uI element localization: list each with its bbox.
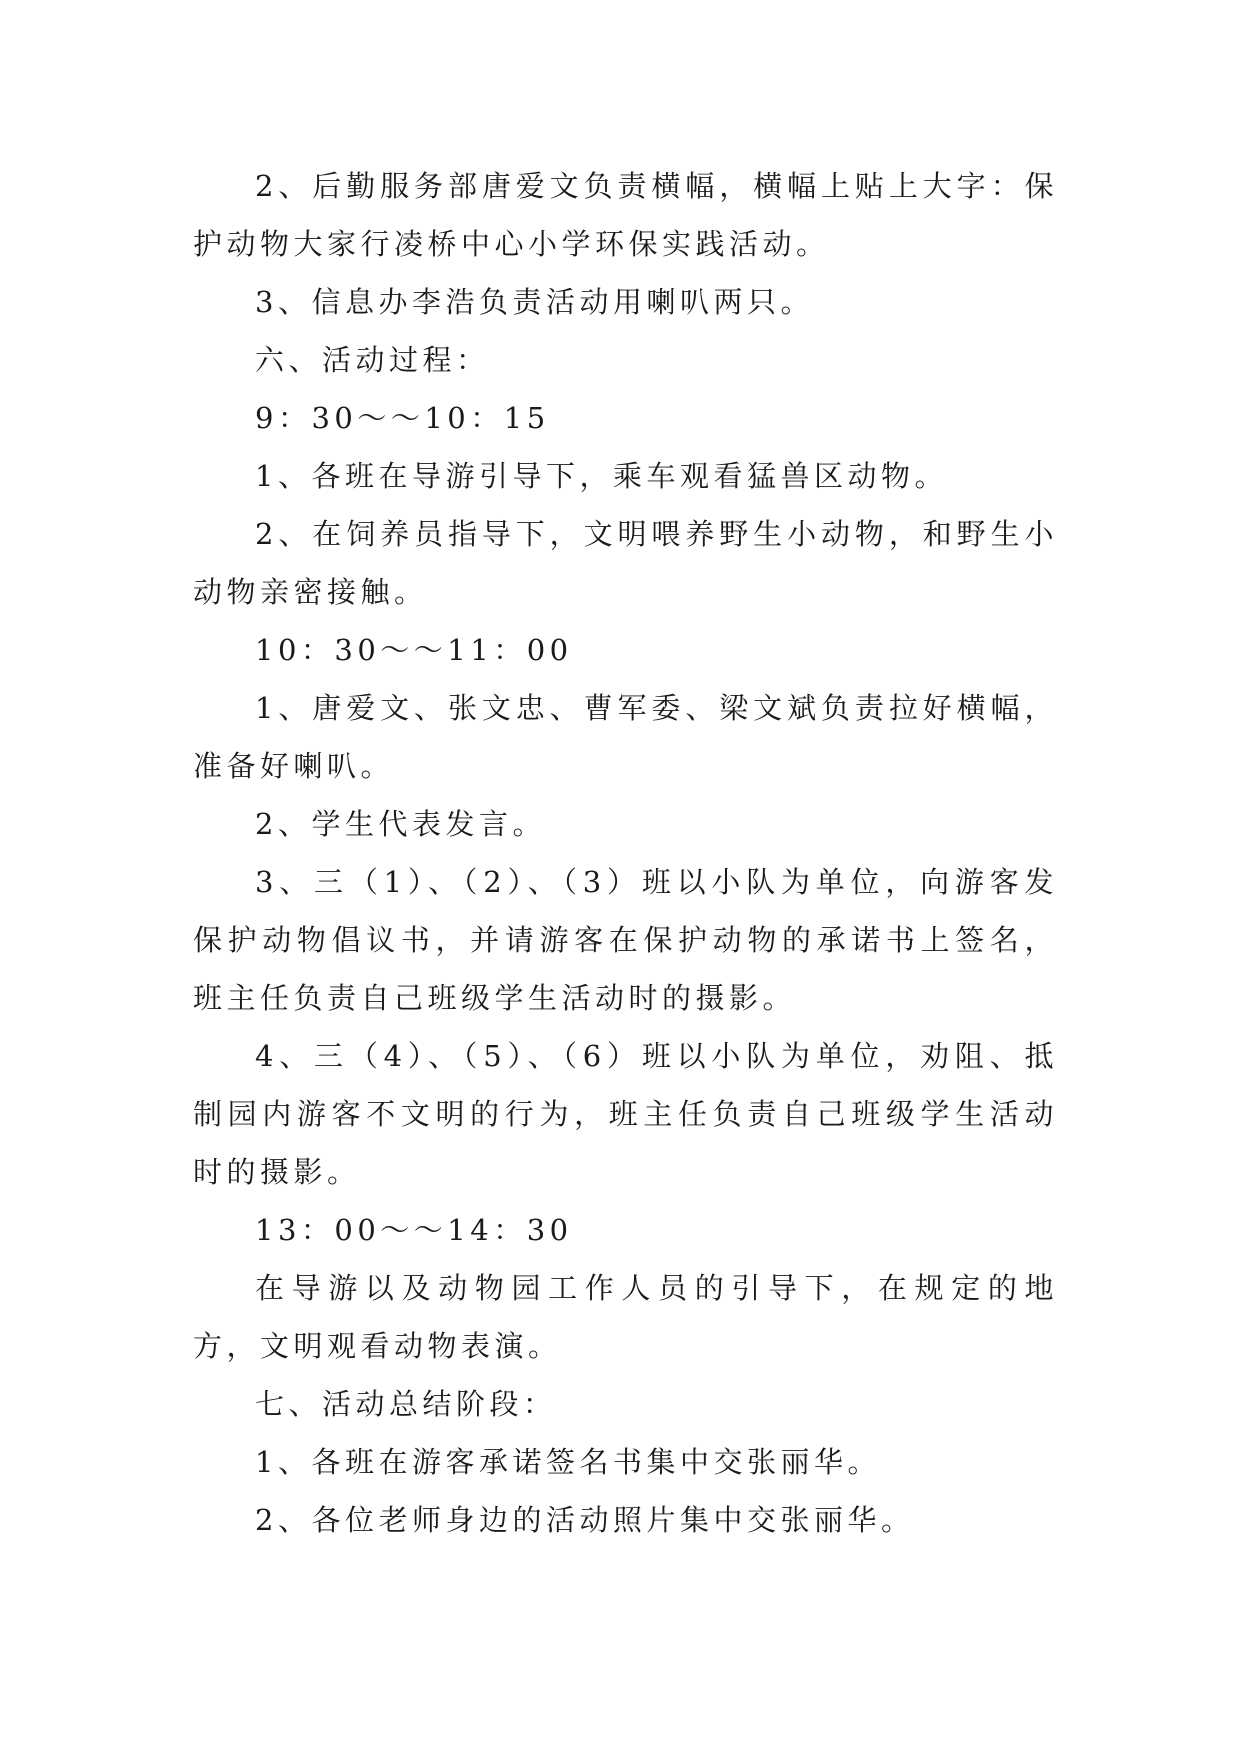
paragraph-item: 1、各班在游客承诺签名书集中交张丽华。 <box>255 1445 881 1479</box>
paragraph-speakers: 3、信息办李浩负责活动用喇叭两只。 <box>255 285 814 319</box>
paragraph-item: 2、各位老师身边的活动照片集中交张丽华。 <box>255 1503 915 1537</box>
document-body <box>193 157 1058 1549</box>
time-slot-2: 10：30～～11：00 <box>255 633 573 667</box>
section-heading-process: 六、活动过程： <box>255 343 490 377</box>
time-slot-1: 9：30～～10：15 <box>255 401 550 435</box>
paragraph-banner: 2、后勤服务部唐爱文负责横幅，横幅上贴上大字：保护动物大家行凌桥中心小学环保实践活动。 <box>193 169 1058 261</box>
paragraph-item: 1、各班在导游引导下，乘车观看猛兽区动物。 <box>255 459 948 493</box>
section-heading-summary: 七、活动总结阶段： <box>255 1387 557 1421</box>
time-slot-3: 13：00～～14：30 <box>255 1213 573 1247</box>
paragraph-item: 2、在饲养员指导下，文明喂养野生小动物，和野生小动物亲密接触。 <box>193 517 1058 609</box>
paragraph-item: 2、学生代表发言。 <box>255 807 546 841</box>
paragraph-item: 1、唐爱文、张文忠、曹军委、梁文斌负责拉好横幅，准备好喇叭。 <box>193 691 1058 783</box>
paragraph-item: 在导游以及动物园工作人员的引导下，在规定的地方，文明观看动物表演。 <box>193 1271 1058 1363</box>
paragraph-item: 4、三（4）、（5）、（6）班以小队为单位，劝阻、抵制园内游客不文明的行为，班主任负责自己班级学生活动时的摄影。 <box>193 1039 1058 1189</box>
paragraph-item: 3、三（1）、（2）、（3）班以小队为单位，向游客发保护动物倡议书，并请游客在保护动物的承诺书上签名，班主任负责自己班级学生活动时的摄影。 <box>193 865 1058 1015</box>
